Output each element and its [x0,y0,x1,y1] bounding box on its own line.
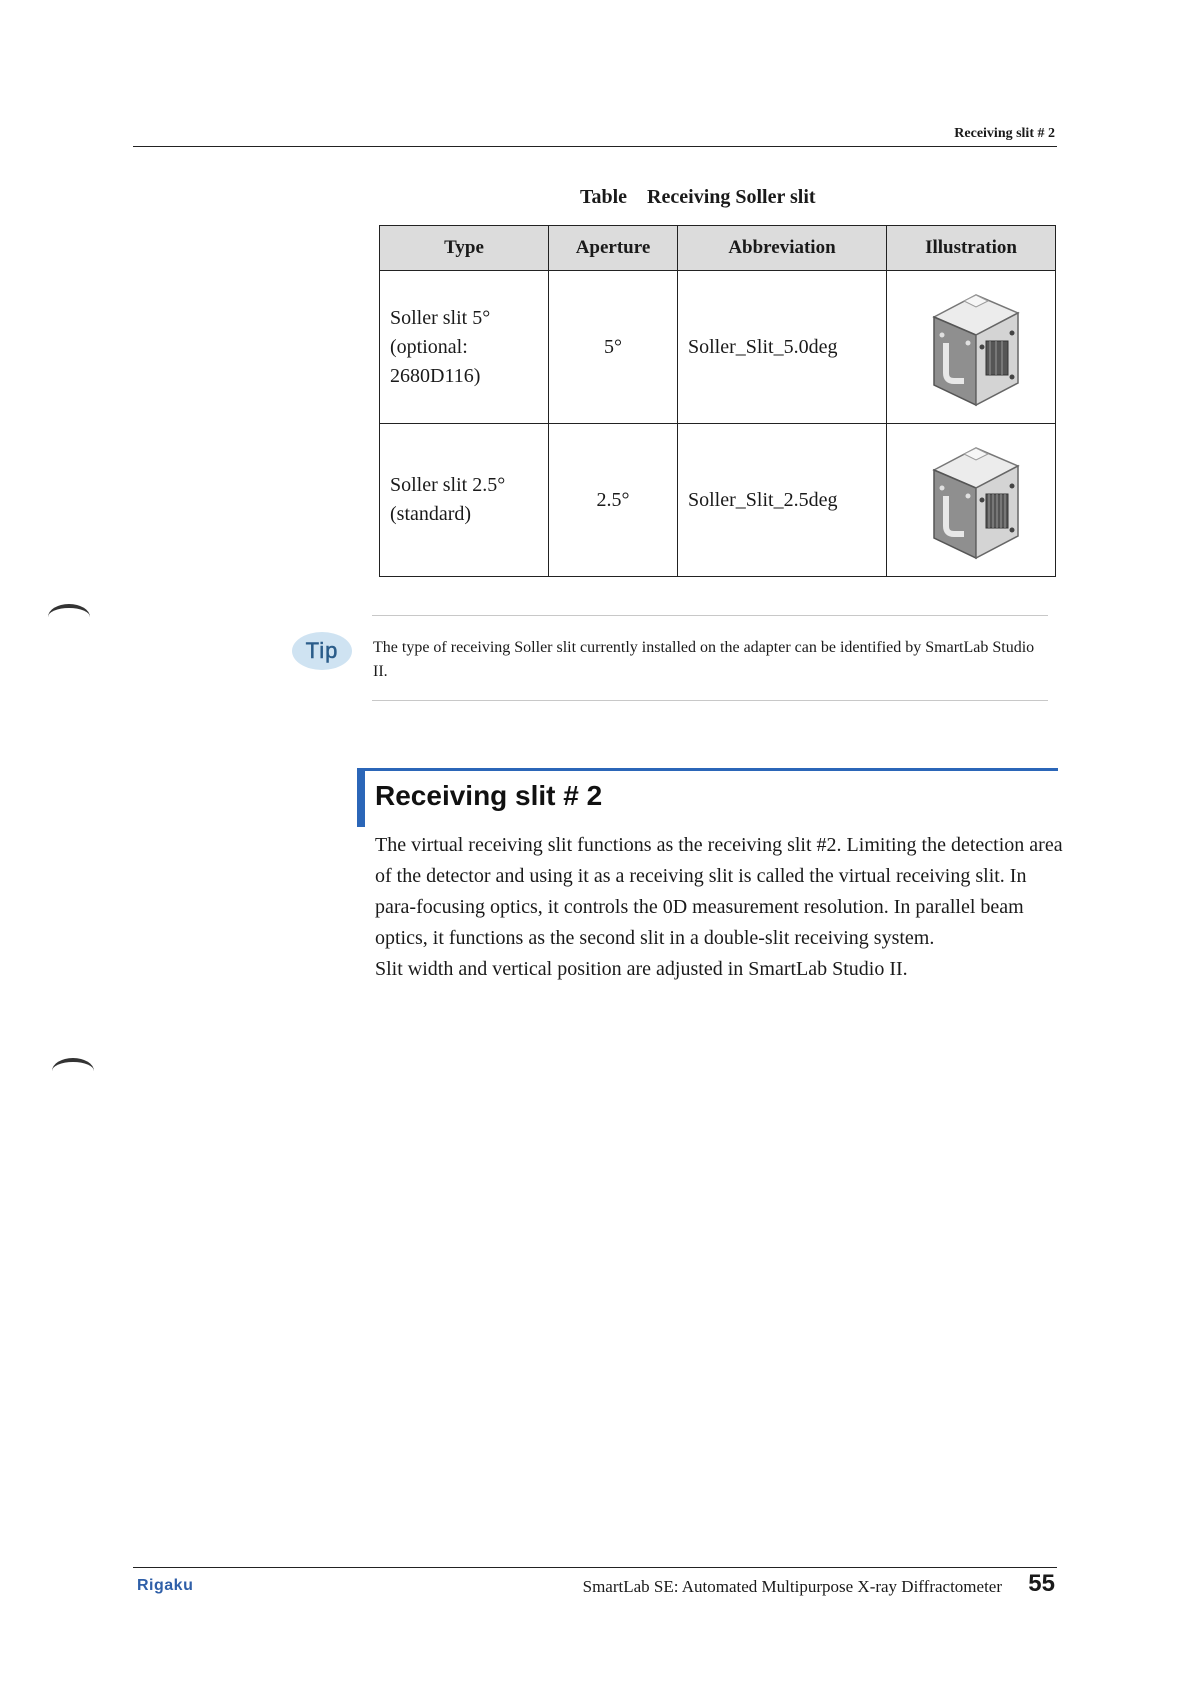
type-line: Soller slit 5° [390,306,491,329]
running-header: Receiving slit # 2 [954,126,1055,141]
illustration-cell [887,424,1056,577]
table-caption: Table Receiving Soller slit [580,186,816,208]
rigaku-logo: Rigaku [137,1577,194,1594]
column-header-type: Type [380,226,549,271]
page-number: 55 [1028,1570,1055,1597]
tip-text: The type of receiving Soller slit currently installed on the adapter can be identified by SmartLab Studio II. [373,639,1035,680]
punch-hole-icon [48,604,90,630]
type-line: 2680D116) [390,364,481,387]
section-top-bar [357,768,1058,771]
tip-bottom-rule [372,700,1048,701]
footer-title: SmartLab SE: Automated Multipurpose X-ray Diffractometer [582,1577,1002,1596]
column-header-aperture: Aperture [549,226,678,271]
column-header-illustration: Illustration [887,226,1056,271]
header-rule [133,146,1057,147]
abbreviation-cell: Soller_Slit_2.5deg [678,424,887,577]
soller-slit-block-icon [906,430,1036,570]
body-paragraph: The virtual receiving slit functions as the receiving slit #2. Limiting the detection area of the detector and using it as a receiving slit is called the virtual receiving slit. In para-focusing optics, it controls the 0D measurement resolution. In parallel beam optics, it functions as the second slit in a double-slit receiving system. [375,834,1063,949]
tip-badge: Tip [292,632,352,670]
abbreviation-cell: Soller_Slit_5.0deg [678,271,887,424]
column-header-abbreviation: Abbreviation [678,226,887,271]
aperture-cell: 5° [549,271,678,424]
section-side-bar [357,768,365,827]
table-header-row [380,226,1056,271]
type-line: Soller slit 2.5° [390,474,506,496]
section-heading: Receiving slit # 2 [375,780,603,811]
punch-hole-icon [52,1058,94,1084]
type-line: (optional: [390,335,468,358]
type-cell [380,424,549,577]
section-body [375,830,1065,985]
illustration-cell [887,271,1056,424]
footer-rule [133,1567,1057,1568]
tip-top-rule [372,615,1048,616]
type-line: (standard) [390,503,472,525]
body-paragraph: Slit width and vertical position are adjusted in SmartLab Studio II. [375,958,908,980]
soller-slit-table [379,225,1056,577]
type-cell [380,271,549,424]
table-row [380,424,1056,577]
aperture-cell: 2.5° [549,424,678,577]
soller-slit-block-icon [906,277,1036,417]
table-row [380,271,1056,424]
